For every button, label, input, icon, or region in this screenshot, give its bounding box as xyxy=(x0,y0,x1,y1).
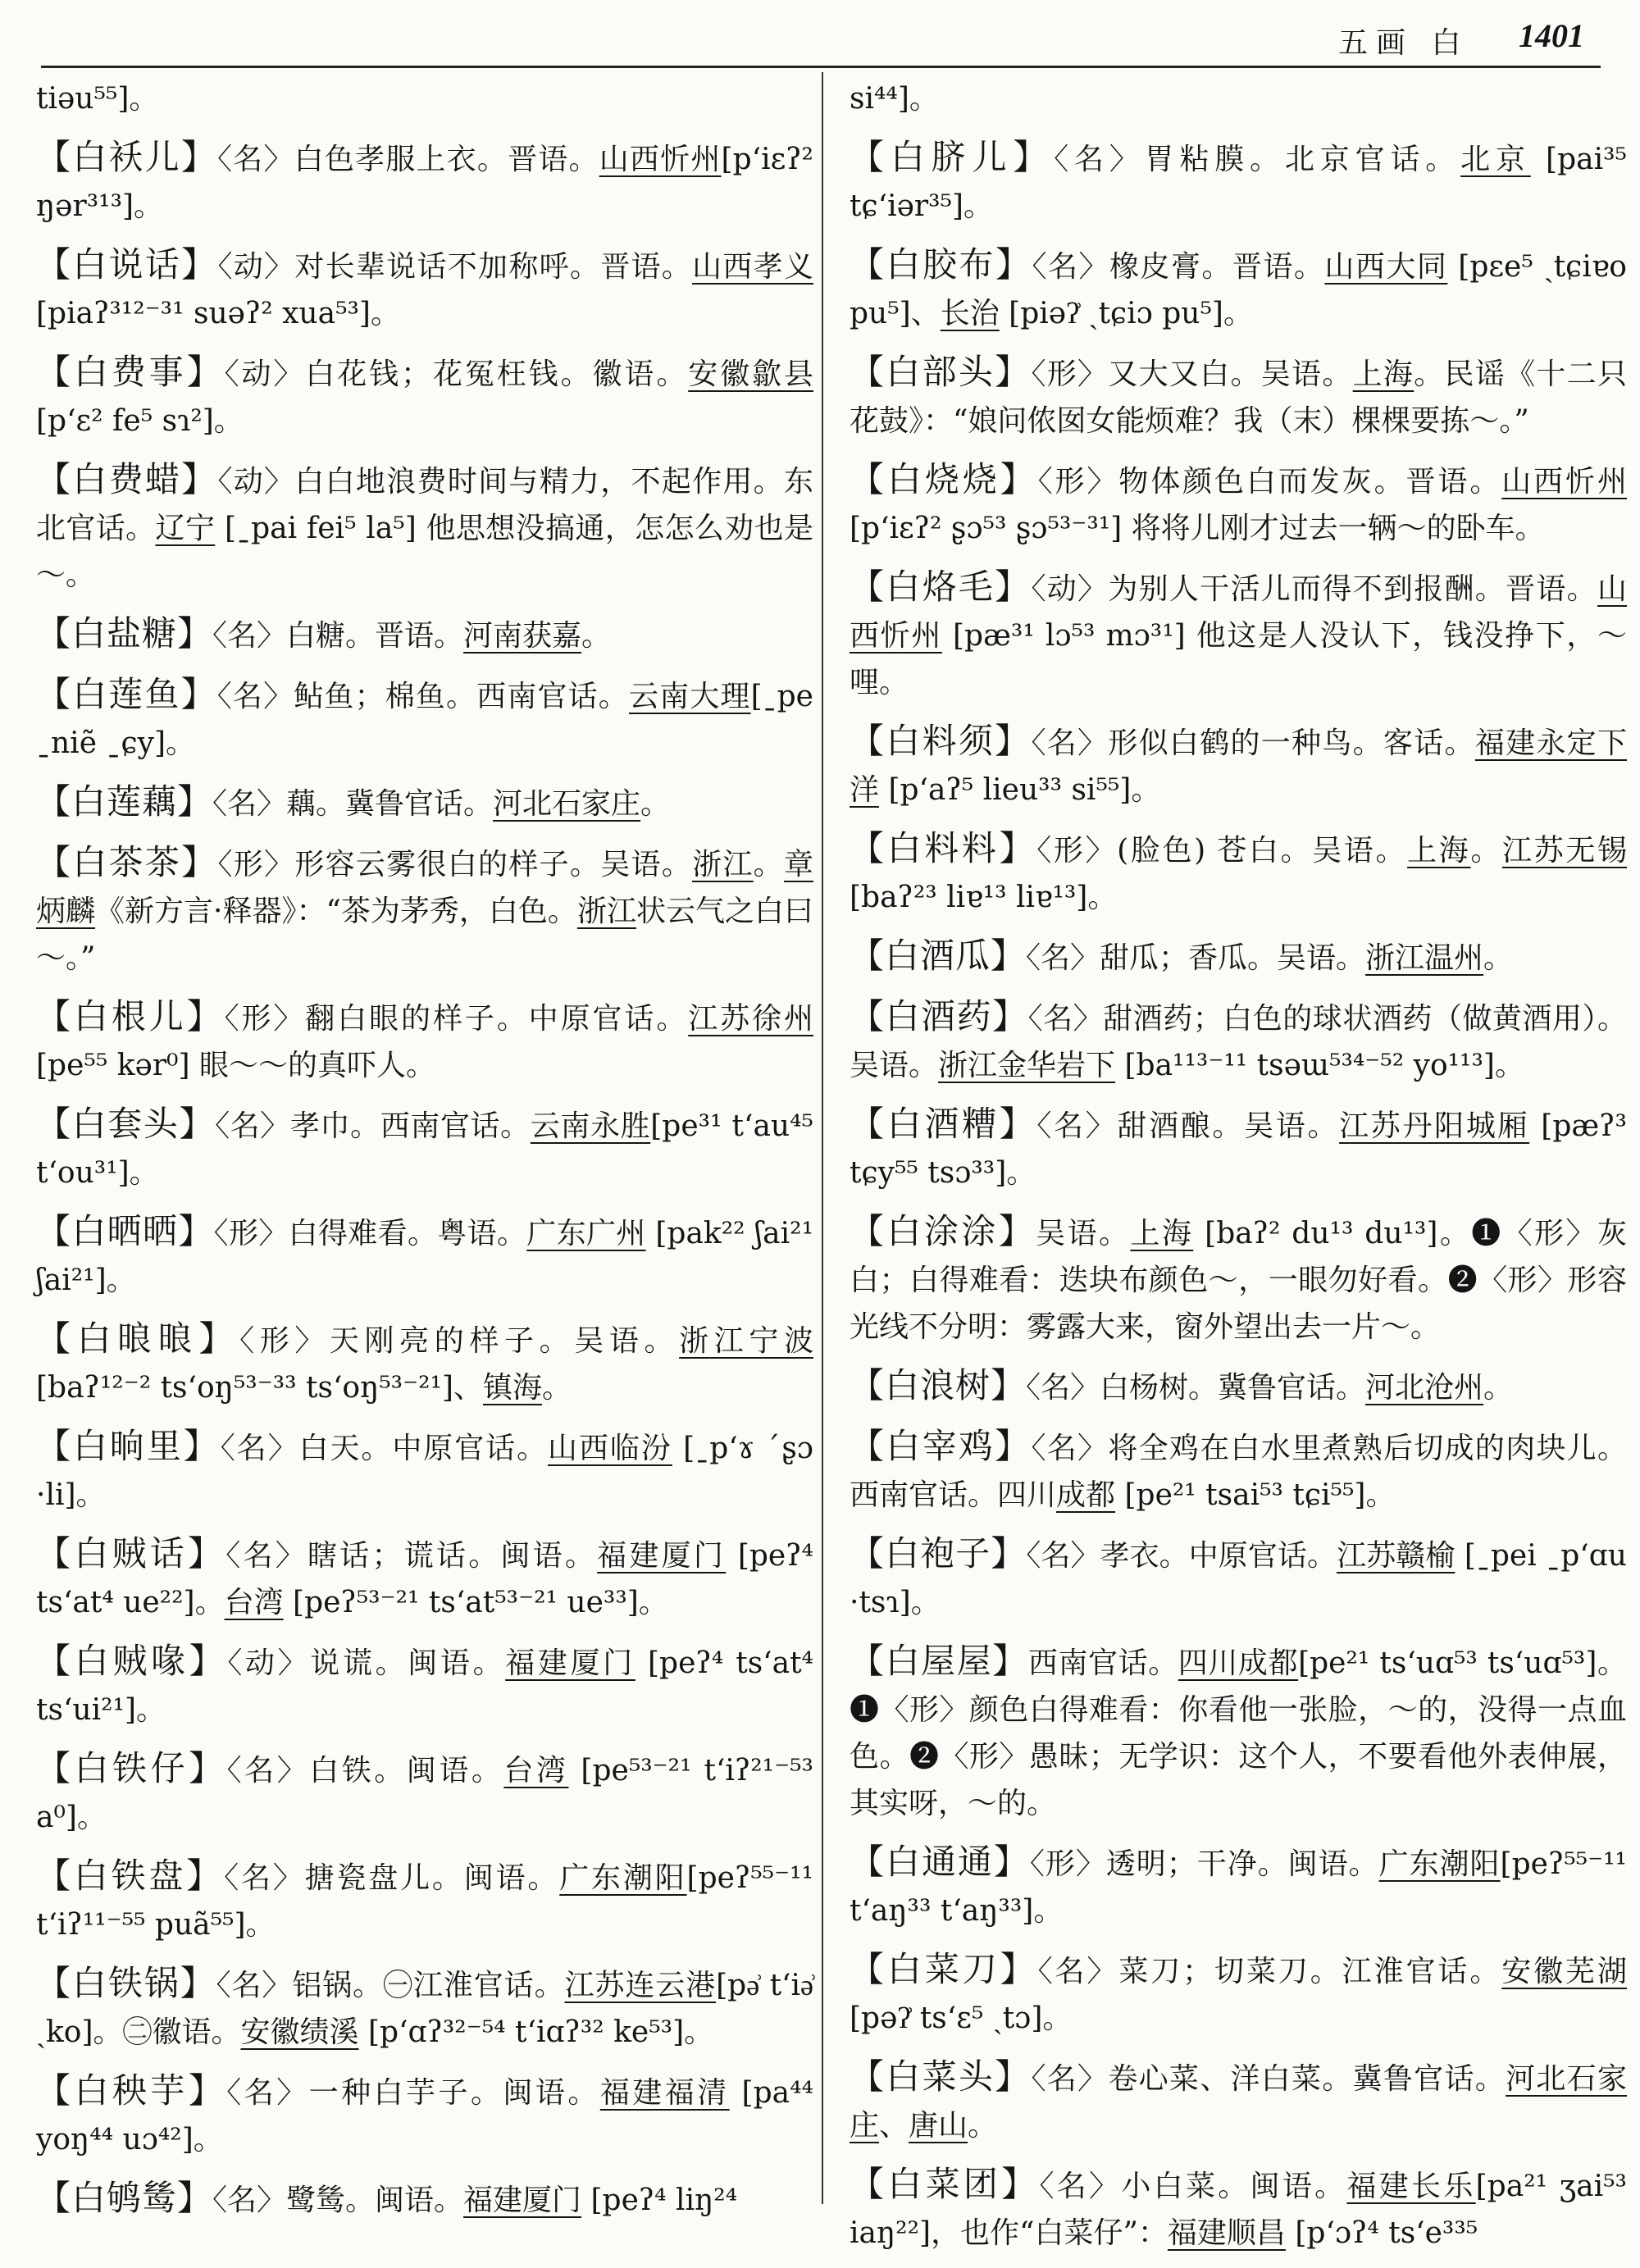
entry-text xyxy=(36,1960,813,2056)
entry-text xyxy=(850,993,1627,1089)
dictionary-entry xyxy=(36,134,813,230)
place-name: 安徽芜湖 xyxy=(1501,1955,1627,1988)
place-name: 江苏无锡 xyxy=(1502,834,1627,868)
definition-text: [baʔ²³ liɐ¹³ liɐ¹³]。 xyxy=(850,881,1118,914)
entry-text xyxy=(850,1362,1627,1411)
entry-text xyxy=(850,825,1627,921)
definition-text: 〈名〉白杨树。冀鲁官话。 xyxy=(1026,1371,1366,1405)
definition-text: 〈名〉甜酒药；白色的球状酒药（做黄酒用）。吴语。 xyxy=(850,1002,1627,1082)
definition-text: 〈名〉孝衣。中原官话。 xyxy=(1026,1539,1337,1573)
headword: 【白鸲鸶】 xyxy=(36,2178,213,2218)
dictionary-entry xyxy=(850,2161,1627,2257)
definition-text: tiəu⁵⁵]。 xyxy=(36,82,159,116)
place-name: 安徽绩溪 xyxy=(240,2015,359,2049)
place-name: 福建顺昌 xyxy=(1167,2216,1286,2250)
place-name: 河北石家庄 xyxy=(850,2062,1627,2143)
definition-text: [pʻiɛʔ² ʂɔ⁵³ ʂɔ⁵³⁻³¹] 将将儿刚才过去一辆～的卧车。 xyxy=(850,512,1545,545)
definition-text: [pæ³¹ lɔ⁵³ mɔ³¹] 他这是人没认下，钱没挣下，～哩。 xyxy=(850,619,1627,699)
definition-text: [piaʔ³¹²⁻³¹ suəʔ² xua⁵³]。 xyxy=(36,297,400,330)
definition-text: 〈形〉(脸色) 苍白。吴语。 xyxy=(1036,834,1408,868)
definition-text: [piəʔ͗ ˎtɕiɔ pu⁵]。 xyxy=(999,297,1253,330)
entry-text xyxy=(36,778,813,827)
dictionary-entry xyxy=(850,1423,1627,1519)
headword: 【白烙毛】 xyxy=(850,567,1032,607)
place-name: 江苏丹阳城厢 xyxy=(1339,1109,1530,1143)
definition-text: 〈名〉鹭鸶。闽语。 xyxy=(212,2184,464,2217)
headword: 【白菜头】 xyxy=(850,2056,1032,2097)
place-name: 广东潮阳 xyxy=(1378,1847,1501,1881)
definition-text: [pa²¹ ʒai⁵³ iaŋ²²]，也作“白菜仔”： xyxy=(850,2170,1627,2250)
definition-text: 〈动〉对长辈说话不加称呼。晋语。 xyxy=(217,250,693,284)
headword: 【白铁锅】 xyxy=(36,1963,216,2003)
headword: 【白晒晒】 xyxy=(36,1211,214,1251)
definition-text: [pe³¹ tʻau⁴⁵ tʻou³¹]。 xyxy=(36,1109,813,1190)
definition-text: 〈名〉搪瓷盘儿。闽语。 xyxy=(224,1861,560,1895)
place-name: 山西忻州 xyxy=(850,572,1627,653)
definition-text: [ˍpe ˍniẽ ˍɕy]。 xyxy=(36,680,813,760)
dictionary-entry xyxy=(850,932,1627,981)
definition-text: [ba¹¹³⁻¹¹ tsəɯ⁵³⁴⁻⁵² yo¹¹³]。 xyxy=(1115,1049,1524,1082)
dictionary-entry xyxy=(850,1100,1627,1196)
place-name: 上海 xyxy=(1130,1217,1194,1250)
place-name: 上海 xyxy=(1352,358,1414,391)
dictionary-entry xyxy=(36,1637,813,1733)
definition-text: 。 xyxy=(968,2109,998,2143)
place-name: 云南大理 xyxy=(628,680,751,713)
headword: 【白莲藕】 xyxy=(36,781,213,822)
definition-text: 、 xyxy=(879,2109,909,2143)
headword: 【白贼喙】 xyxy=(36,1641,228,1681)
entry-text xyxy=(36,1637,813,1733)
entry-text xyxy=(850,134,1627,230)
entry-text xyxy=(850,1423,1627,1519)
place-name: 浙江 xyxy=(692,848,754,881)
headword: 【白㫰㫰】 xyxy=(36,1318,240,1359)
dictionary-entry xyxy=(36,1315,813,1411)
dictionary-entry xyxy=(36,1423,813,1519)
place-name: 福建厦门 xyxy=(505,1646,636,1680)
definition-text: 〈名〉甜酒酿。吴语。 xyxy=(1036,1109,1340,1143)
definition-text: 〈名〉橡皮膏。晋语。 xyxy=(1032,250,1325,284)
dictionary-entry xyxy=(36,2067,813,2163)
definition-text: 〈名〉一种白芋子。闽语。 xyxy=(226,2076,600,2110)
place-name: 台湾 xyxy=(224,1586,284,1619)
definition-text: [pe²¹ tsʻuɑ⁵³ tsʻuɑ⁵³]。❶〈形〉颜色白得难看：你看他一张脸，～的，没得一点血色。❷〈形〉愚昧；无学识：这个人，不要看他外表伸展，其实呀，～的。 xyxy=(850,1646,1627,1820)
headword: 【白套头】 xyxy=(36,1104,216,1144)
definition-text: 〈名〉白铁。闽语。 xyxy=(226,1754,504,1788)
entry-text xyxy=(36,1208,813,1304)
entry-text xyxy=(36,1852,813,1948)
dictionary-entry xyxy=(850,1838,1627,1934)
dictionary-entry xyxy=(850,134,1627,230)
dictionary-entry xyxy=(36,610,813,659)
definition-text: 〈名〉胃粘膜。北京官话。 xyxy=(1054,143,1461,176)
header-rule xyxy=(41,66,1601,68)
definition-text: 〈名〉藕。冀鲁官话。 xyxy=(212,787,494,821)
headword: 【白袍子】 xyxy=(850,1533,1027,1573)
definition-text: 。 xyxy=(640,787,671,821)
definition-text: [pa⁴⁴ yoŋ⁴⁴ uɔ⁴²]。 xyxy=(36,2076,813,2156)
place-name: 福建福清 xyxy=(599,2076,730,2110)
dictionary-entry xyxy=(850,456,1627,552)
entry-text xyxy=(36,1100,813,1196)
place-name: 山西忻州 xyxy=(1501,465,1627,499)
place-name: 浙江金华岩下 xyxy=(938,1049,1116,1082)
place-name: 江苏赣榆 xyxy=(1337,1539,1456,1573)
entry-text xyxy=(850,75,1627,122)
definition-text: 〈动〉为别人干活儿而得不到报酬。晋语。 xyxy=(1031,572,1597,606)
place-name: 浙江温州 xyxy=(1365,941,1484,975)
definition-text: 〈形〉透明；干净。闽语。 xyxy=(1029,1847,1379,1881)
dictionary-entry xyxy=(850,1208,1627,1350)
dictionary-entry xyxy=(36,839,813,981)
definition-text: [pʻɔʔ⁴ tsʻe³³⁵ xyxy=(1285,2216,1478,2250)
definition-text: [pʻaʔ⁵ lieu³³ si⁵⁵]。 xyxy=(879,773,1161,807)
definition-text: 〈形〉天刚亮的样子。吴语。 xyxy=(239,1324,680,1358)
dictionary-entry xyxy=(850,717,1627,813)
headword: 【白菜刀】 xyxy=(850,1949,1038,1989)
entry-text xyxy=(850,1946,1627,2042)
place-name: 河南获嘉 xyxy=(463,619,582,653)
place-name: 山西大同 xyxy=(1324,250,1448,284)
definition-text: [pə͗ tʻiə͗ ˎko]。㊁徽语。 xyxy=(36,1969,813,2049)
entry-text xyxy=(36,2067,813,2163)
headword: 【白通通】 xyxy=(850,1842,1030,1882)
headword: 【白说话】 xyxy=(36,244,218,285)
definition-text: 。 xyxy=(1470,834,1503,868)
entry-text xyxy=(36,1530,813,1626)
definition-text: [pʻiɛʔ² ŋər³¹³]。 xyxy=(36,143,813,223)
dictionary-entry xyxy=(850,75,1627,122)
definition-text: 。民谣《十二只花鼓》：“娘问侬囡女能烦难？我（末）棵棵要拣～。” xyxy=(850,358,1627,438)
place-name: 浙江 xyxy=(576,895,636,928)
place-name: 山西临汾 xyxy=(548,1432,672,1465)
dictionary-entry xyxy=(36,1208,813,1304)
dictionary-entry xyxy=(36,1530,813,1626)
definition-text: 。 xyxy=(1483,1371,1514,1405)
place-name: 广东广州 xyxy=(526,1217,646,1250)
place-name: 福建厦门 xyxy=(463,2184,582,2217)
headword: 【白宰鸡】 xyxy=(850,1426,1032,1466)
definition-text: [peʔ⁵³⁻²¹ tsʻat⁵³⁻²¹ ue³³]。 xyxy=(283,1586,668,1619)
definition-text: [pəʔ͗ tsʻɛ⁵ ˎtɔ]。 xyxy=(850,2002,1073,2035)
entry-text xyxy=(36,839,813,981)
dictionary-entry xyxy=(850,1530,1627,1626)
headword: 【白晌里】 xyxy=(36,1426,221,1466)
definition-text: si⁴⁴]。 xyxy=(850,82,939,116)
definition-text: [peʔ⁴ tsʻat⁴ ue²²]。 xyxy=(36,1539,813,1619)
place-name: 河北沧州 xyxy=(1365,1371,1484,1405)
definition-text: [peʔ⁵⁵⁻¹¹ tʻaŋ³³ tʻaŋ³³]。 xyxy=(850,1847,1627,1928)
definition-text: 〈名〉孝巾。西南官话。 xyxy=(215,1109,531,1143)
definition-text: 〈名〉将全鸡在白水里煮熟后切成的肉块儿。西南官话。四川 xyxy=(850,1432,1627,1512)
dictionary-entry xyxy=(850,1637,1627,1827)
headword: 【白浪树】 xyxy=(850,1365,1027,1405)
place-name: 福建永定下洋 xyxy=(850,726,1627,807)
entry-text xyxy=(36,1745,813,1841)
definition-text: 〈形〉物体颜色白而发灰。晋语。 xyxy=(1037,465,1502,499)
definition-text: 〈名〉卷心菜、洋白菜。冀鲁官话。 xyxy=(1031,2062,1506,2096)
definition-text: 〈动〉白白地浪费时间与精力，不起作用。东北官话。 xyxy=(36,465,813,545)
running-head: 五画 白 xyxy=(1338,26,1469,60)
definition-text: [pʻɛ² fe⁵ sɿ²]。 xyxy=(36,404,244,438)
right-column xyxy=(850,75,1627,2268)
headword: 【白贼话】 xyxy=(36,1533,226,1573)
headword: 【白酒药】 xyxy=(850,996,1028,1036)
place-name: 辽宁 xyxy=(155,512,216,545)
definition-text: 〈名〉铝锅。㊀江淮官话。 xyxy=(216,1969,565,2002)
definition-text: [ˍpei ˍpʻɑu ·tsɿ]。 xyxy=(850,1539,1627,1619)
definition-text: [pe²¹ tsai⁵³ tɕi⁵⁵]。 xyxy=(1115,1478,1396,1512)
place-name: 云南永胜 xyxy=(530,1109,651,1143)
headword: 【白莲鱼】 xyxy=(36,674,217,714)
definition-text: 〈形〉翻白眼的样子。中原官话。 xyxy=(224,1002,689,1036)
entry-text xyxy=(36,134,813,230)
entry-text xyxy=(36,610,813,659)
headword: 【白烧烧】 xyxy=(850,459,1038,499)
headword: 【白盐糖】 xyxy=(36,613,213,654)
entry-text xyxy=(36,1315,813,1411)
definition-text: 〈动〉白花钱；花冤枉钱。徽语。 xyxy=(224,358,689,391)
headword: 【白涂涂】 xyxy=(850,1211,1036,1251)
headword: 【白秧芋】 xyxy=(36,2070,227,2111)
definition-text: [pe⁵³⁻²¹ tʻiʔ²¹⁻⁵³ a⁰]。 xyxy=(36,1754,813,1834)
entry-text xyxy=(36,75,813,122)
dictionary-entry xyxy=(36,671,813,767)
dictionary-entry xyxy=(850,241,1627,337)
headword: 【白脐儿】 xyxy=(850,137,1055,177)
dictionary-entry xyxy=(850,1362,1627,1411)
dictionary-entry xyxy=(850,1946,1627,2042)
headword: 【白根儿】 xyxy=(36,996,225,1036)
headword: 【白胶布】 xyxy=(850,244,1032,285)
page-header xyxy=(0,0,1640,66)
definition-text: 〈形〉又大又白。吴语。 xyxy=(1031,358,1353,391)
definition-text: [ˍpai fei⁵ la⁵] 他思想没搞通，怎怎么劝也是～。 xyxy=(36,512,813,592)
entry-text xyxy=(850,1208,1627,1350)
place-name: 唐山 xyxy=(909,2109,968,2143)
headword: 【白茶茶】 xyxy=(36,842,218,882)
definition-text: [pæʔ³ tɕy⁵⁵ tsɔ³³]。 xyxy=(850,1109,1627,1190)
entry-text xyxy=(850,348,1627,444)
entry-text xyxy=(850,1100,1627,1196)
definition-text: 。 xyxy=(581,619,612,653)
entry-text xyxy=(850,1838,1627,1934)
headword: 【白费蜡】 xyxy=(36,459,218,499)
definition-text: [baʔ² du¹³ du¹³]。❶〈形〉灰白；白得难看：迭块布颜色～，一眼勿好看。❷〈形〉形容光线不分明：雾露大来，窗外望出去一片～。 xyxy=(850,1217,1627,1344)
definition-text: 〈名〉白糖。晋语。 xyxy=(212,619,464,653)
dictionary-entry xyxy=(36,993,813,1089)
entry-text xyxy=(36,2175,813,2224)
definition-text: 〈名〉甜瓜；香瓜。吴语。 xyxy=(1026,941,1366,975)
headword: 【白菜团】 xyxy=(850,2164,1040,2204)
dictionary-entry xyxy=(850,993,1627,1089)
definition-text: 〈名〉瞎话；谎话。闽语。 xyxy=(226,1539,598,1573)
place-name: 章炳麟 xyxy=(36,848,813,928)
place-name: 安徽歙县 xyxy=(688,358,813,391)
definition-text: 〈形〉白得难看。粤语。 xyxy=(213,1217,527,1250)
definition-text: 〈形〉形容云雾很白的样子。吴语。 xyxy=(217,848,693,881)
entry-text xyxy=(36,241,813,337)
place-name: 河北石家庄 xyxy=(493,787,641,821)
headword: 【白酒糟】 xyxy=(850,1104,1037,1144)
definition-text: 〈名〉形似白鹤的一种鸟。客话。 xyxy=(1031,726,1475,760)
dictionary-entry xyxy=(36,1852,813,1948)
definition-text: 吴语。 xyxy=(1036,1217,1131,1250)
headword: 【白屋屋】 xyxy=(850,1641,1028,1681)
definition-text: 〈名〉小白菜。闽语。 xyxy=(1039,2170,1347,2203)
entry-text xyxy=(850,1530,1627,1626)
headword: 【白铁仔】 xyxy=(36,1748,227,1788)
entry-text xyxy=(850,2053,1627,2149)
place-name: 福建厦门 xyxy=(597,1539,727,1573)
definition-text: [baʔ¹²⁻² tsʻoŋ⁵³⁻³³ tsʻoŋ⁵³⁻²¹]、 xyxy=(36,1371,484,1405)
place-name: 山西忻州 xyxy=(599,143,722,176)
definition-text: [pak²² ʃai²¹ ʃai²¹]。 xyxy=(36,1217,813,1297)
dictionary-entry xyxy=(36,1100,813,1196)
entry-text xyxy=(36,1423,813,1519)
headword: 【白酒瓜】 xyxy=(850,936,1027,976)
headword: 【白铁盘】 xyxy=(36,1856,225,1896)
place-name: 成都 xyxy=(1056,1478,1116,1512)
place-name: 镇海 xyxy=(483,1371,543,1405)
headword: 【白费事】 xyxy=(36,352,225,392)
dictionary-entry xyxy=(36,456,813,599)
place-name: 长治 xyxy=(940,297,1000,330)
entry-text xyxy=(850,241,1627,337)
definition-text: 《新方言·释器》：“茶为茅秀，白色。 xyxy=(95,895,577,928)
definition-text: 〈名〉菜刀；切菜刀。江淮官话。 xyxy=(1037,1955,1502,1988)
definition-text: 西南官话。 xyxy=(1027,1646,1178,1680)
definition-text: [peʔ⁵⁵⁻¹¹ tʻiʔ¹¹⁻⁵⁵ puã⁵⁵]。 xyxy=(36,1861,813,1942)
dictionary-entry xyxy=(36,1960,813,2056)
entry-text xyxy=(36,348,813,444)
page-number: 1401 xyxy=(1519,17,1584,54)
column-divider xyxy=(822,72,823,2204)
dictionary-entry xyxy=(36,241,813,337)
dictionary-entry xyxy=(36,778,813,827)
definition-text: 状云气之白曰～。” xyxy=(36,895,813,975)
definition-text: [peʔ⁴ tsʻat⁴ tsʻui²¹]。 xyxy=(36,1646,813,1727)
entry-text xyxy=(850,717,1627,813)
entry-text xyxy=(36,671,813,767)
definition-text: 〈名〉鲇鱼；棉鱼。西南官话。 xyxy=(216,680,629,713)
definition-text: [pai³⁵ tɕʻiər³⁵]。 xyxy=(850,143,1627,223)
place-name: 上海 xyxy=(1407,834,1471,868)
dictionary-entry xyxy=(850,348,1627,444)
definition-text: [pɛe⁵ ˎtɕiɐo pu⁵]、 xyxy=(850,250,1627,330)
definition-text: 〈名〉白天。中原官话。 xyxy=(220,1432,549,1465)
headword: 【白袄儿】 xyxy=(36,137,218,177)
dictionary-entry xyxy=(36,348,813,444)
place-name: 福建长乐 xyxy=(1346,2170,1476,2203)
dictionary-entry xyxy=(36,75,813,122)
definition-text: 。 xyxy=(1483,941,1514,975)
definition-text: 。 xyxy=(753,848,784,881)
dictionary-entry xyxy=(36,1745,813,1841)
entry-text xyxy=(36,456,813,599)
dictionary-entry xyxy=(850,563,1627,706)
place-name: 江苏连云港 xyxy=(564,1969,717,2002)
left-column xyxy=(36,75,813,2235)
definition-text: [pʻɑʔ³²⁻⁵⁴ tʻiɑʔ³² ke⁵³]。 xyxy=(358,2015,714,2049)
headword: 【白部头】 xyxy=(850,352,1032,392)
entry-text xyxy=(850,563,1627,706)
definition-text: 。 xyxy=(542,1371,572,1405)
definition-text: [pe⁵⁵ kər⁰] 眼～～的真吓人。 xyxy=(36,1049,435,1082)
definition-text: 〈名〉白色孝服上衣。晋语。 xyxy=(217,143,599,176)
headword: 【白料须】 xyxy=(850,721,1032,761)
place-name: 浙江宁波 xyxy=(679,1324,813,1358)
entry-text xyxy=(850,1637,1627,1827)
place-name: 广东潮阳 xyxy=(559,1861,687,1895)
dictionary-entry xyxy=(36,2175,813,2224)
entry-text xyxy=(850,2161,1627,2257)
place-name: 江苏徐州 xyxy=(688,1002,813,1036)
place-name: 四川成都 xyxy=(1178,1646,1299,1680)
definition-text: [ˍpʻɤ ˊʂɔ ·li]。 xyxy=(36,1432,813,1512)
definition-text: [peʔ⁴ liŋ²⁴ xyxy=(581,2184,738,2217)
place-name: 北京 xyxy=(1460,143,1531,176)
headword: 【白料料】 xyxy=(850,828,1037,868)
entry-text xyxy=(36,993,813,1089)
dictionary-entry xyxy=(850,2053,1627,2149)
dictionary-entry xyxy=(850,825,1627,921)
place-name: 台湾 xyxy=(503,1754,569,1788)
place-name: 山西孝义 xyxy=(692,250,813,284)
entry-text xyxy=(850,932,1627,981)
entry-text xyxy=(850,456,1627,552)
definition-text: 〈动〉说谎。闽语。 xyxy=(227,1646,506,1680)
